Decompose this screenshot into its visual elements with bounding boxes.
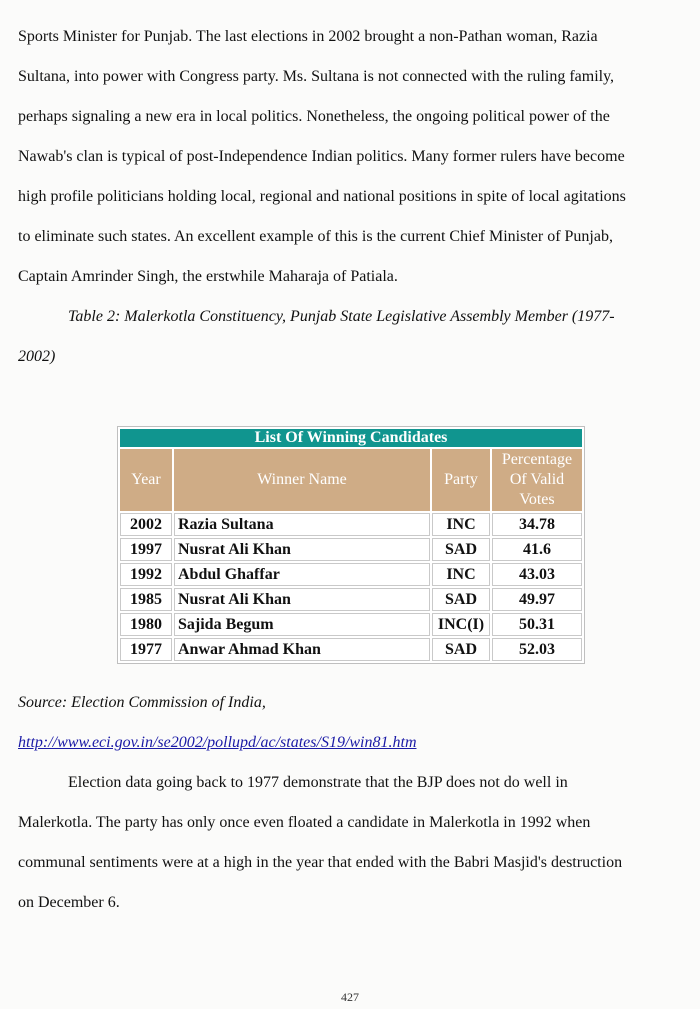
paragraph-1-line: Sultana, into power with Congress party. Ms. Sultana is not connected with the ruling family,	[18, 68, 615, 85]
table-row	[120, 613, 582, 636]
cell-winner: Abdul Ghaffar	[174, 563, 430, 586]
cell-year: 1985	[120, 588, 172, 611]
cell-year: 1977	[120, 638, 172, 661]
source-link[interactable]: http://www.eci.gov.in/se2002/pollupd/ac/states/S19/win81.htm	[18, 734, 417, 751]
cell-party: SAD	[432, 538, 490, 561]
header-percentage-line-1: Percentage	[501, 451, 573, 468]
header-winner-name: Winner Name	[174, 449, 430, 511]
cell-party: SAD	[432, 588, 490, 611]
paragraph-1-line: to eliminate such states. An excellent example of this is the current Chief Minister of Punjab,	[18, 228, 613, 245]
paragraph-1-line: Nawab's clan is typical of post-Independence Indian politics. Many former rulers have become	[18, 148, 625, 165]
table-row	[120, 513, 582, 536]
header-percentage-line-3: Votes	[519, 491, 555, 508]
header-percentage-line-2: Of Valid	[509, 471, 565, 488]
table-row	[120, 588, 582, 611]
cell-percentage: 34.78	[492, 513, 582, 536]
table-row	[120, 538, 582, 561]
cell-winner: Nusrat Ali Khan	[174, 588, 430, 611]
cell-winner: Anwar Ahmad Khan	[174, 638, 430, 661]
cell-percentage: 50.31	[492, 613, 582, 636]
cell-percentage: 43.03	[492, 563, 582, 586]
cell-winner: Nusrat Ali Khan	[174, 538, 430, 561]
paragraph-2	[18, 763, 682, 923]
cell-party: SAD	[432, 638, 490, 661]
paragraph-1-line: high profile politicians holding local, regional and national positions in spite of local agitations	[18, 188, 626, 205]
cell-winner: Razia Sultana	[174, 513, 430, 536]
paragraph-1-line: perhaps signaling a new era in local politics. Nonetheless, the ongoing political power of the	[18, 108, 610, 125]
header-party: Party	[432, 449, 490, 511]
table-source	[18, 683, 682, 763]
table-row	[120, 638, 582, 661]
paragraph-1-line: Sports Minister for Punjab. The last elections in 2002 brought a non-Pathan woman, Razia	[18, 28, 598, 45]
cell-percentage: 41.6	[492, 538, 582, 561]
candidates-table	[117, 426, 585, 664]
cell-percentage: 52.03	[492, 638, 582, 661]
cell-year: 1997	[120, 538, 172, 561]
cell-party: INC	[432, 563, 490, 586]
table-caption-line-1: Table 2: Malerkotla Constituency, Punjab State Legislative Assembly Member (1977-	[68, 308, 615, 325]
paragraph-2-line: Malerkotla. The party has only once even floated a candidate in Malerkotla in 1992 when	[18, 814, 591, 831]
cell-percentage: 49.97	[492, 588, 582, 611]
table-row	[120, 563, 582, 586]
cell-party: INC(I)	[432, 613, 490, 636]
paragraph-1	[18, 17, 682, 297]
table-title: List Of Winning Candidates	[120, 429, 582, 447]
page-number: 427	[341, 990, 359, 1004]
cell-year: 1980	[120, 613, 172, 636]
cell-winner: Sajida Begum	[174, 613, 430, 636]
cell-year: 2002	[120, 513, 172, 536]
cell-party: INC	[432, 513, 490, 536]
table-caption	[18, 297, 682, 377]
header-percentage	[492, 449, 582, 511]
table-caption-line-2: 2002)	[18, 348, 56, 365]
candidates-table-wrapper	[117, 426, 585, 664]
paragraph-2-line: on December 6.	[18, 894, 120, 911]
paragraph-1-line: Captain Amrinder Singh, the erstwhile Maharaja of Patiala.	[18, 268, 398, 285]
cell-year: 1992	[120, 563, 172, 586]
source-label: Source: Election Commission of India,	[18, 694, 266, 711]
header-year: Year	[120, 449, 172, 511]
paragraph-2-line: Election data going back to 1977 demonstrate that the BJP does not do well in	[68, 774, 568, 791]
paragraph-2-line: communal sentiments were at a high in the year that ended with the Babri Masjid's destruction	[18, 854, 623, 871]
